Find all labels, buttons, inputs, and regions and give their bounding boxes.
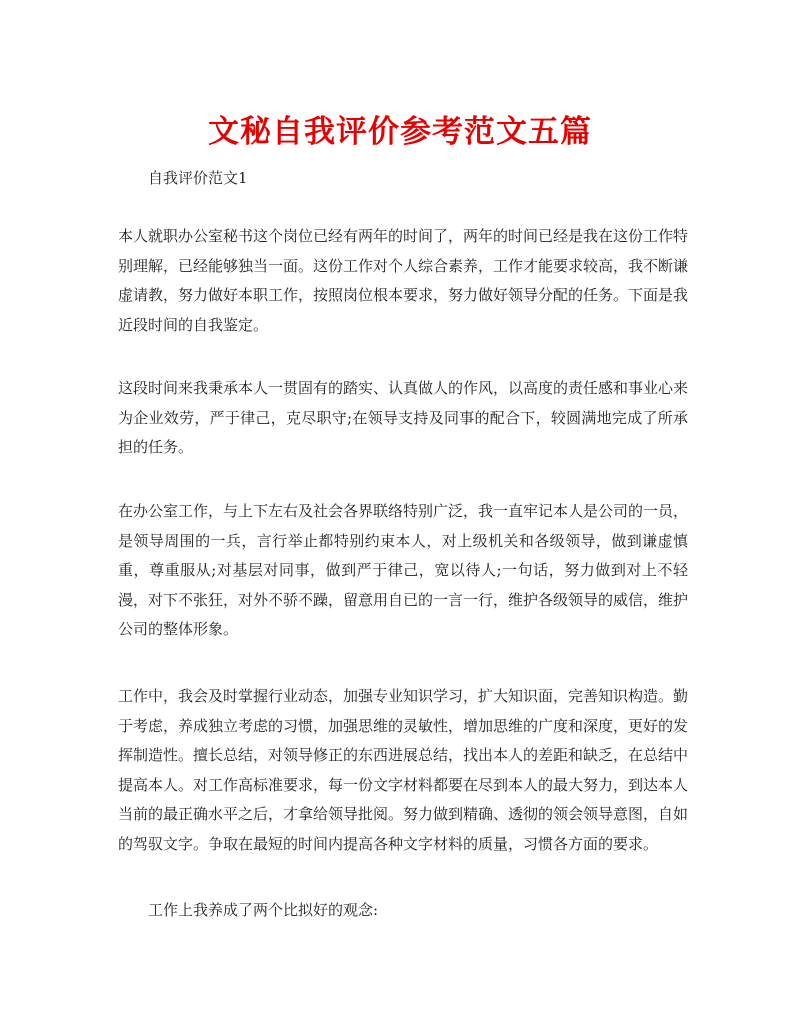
paragraph-5: 工作上我养成了两个比拟好的观念: [148, 901, 379, 919]
paragraph-3: 在办公室工作，与上下左右及社会各界联络特别广泛，我一直牢记本人是公司的一员，是领导周围的一兵，言行举止都特别约束本人，对上级机关和各级领导，做到谦虚慎重，尊重服从;对基层对同事，做到严于律己，宽以待人;一句话，努力做到对上不轻漫，对下不张狂，对外不骄不躁，留意用自已的一言一行，维护各级领导的威信，维护公司的整体形象。 [118, 502, 689, 638]
paragraph-4: 工作中，我会及时掌握行业动态，加强专业知识学习，扩大知识面，完善知识构造。勤于考虑，养成独立考虑的习惯，加强思维的灵敏性，增加思维的广度和深度，更好的发挥制造性。擅长总结，对领导修正的东西进展总结，找出本人的差距和缺乏，在总结中提高本人。对工作高标准要求，每一份文字材料都要在尽到本人的最大努力，到达本人当前的最正确水平之后，才拿给领导批阅。努力做到精确、透彻的领会领导意图，自如的驾驭文字。争取在最短的时间内提高各种文字材料的质量，习惯各方面的要求。 [118, 687, 689, 853]
section-heading: 自我评价范文1 [148, 169, 248, 187]
document-title: 文秘自我评价参考范文五篇 [208, 114, 592, 150]
paragraph-2: 这段时间来我秉承本人一贯固有的踏实、认真做人的作风，以高度的责任感和事业心来为企业效劳，严于律己，克尽职守;在领导支持及同事的配合下，较圆满地完成了所承担的任务。 [118, 379, 689, 456]
paragraph-1: 本人就职办公室秘书这个岗位已经有两年的时间了，两年的时间已经是我在这份工作特别理解，已经能够独当一面。这份工作对个人综合素养，工作才能要求较高，我不断谦虚请教，努力做好本职工作，按照岗位根本要求，努力做好领导分配的任务。下面是我近段时间的自我鉴定。 [118, 227, 689, 334]
